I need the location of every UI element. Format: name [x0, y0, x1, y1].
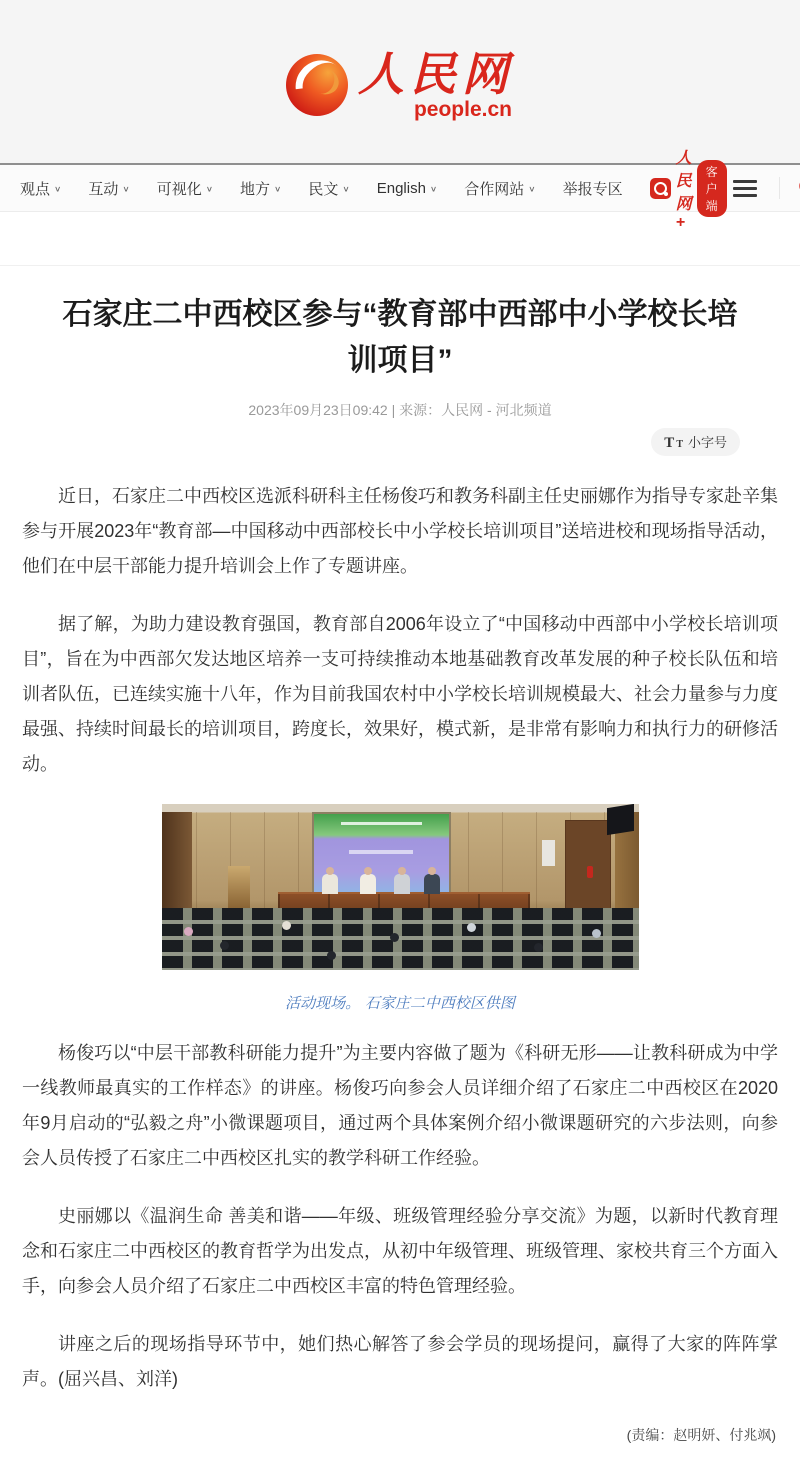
nav-item-report[interactable]: [563, 178, 623, 199]
photo-audience-head: [592, 929, 601, 938]
photo-panelist: [322, 874, 338, 894]
nav-item-opinion[interactable]: [20, 178, 61, 199]
nav-item-partners[interactable]: [464, 178, 535, 199]
nav-item-label: 合作网站: [464, 180, 525, 198]
chevron-down-icon: ∨: [528, 184, 536, 194]
chevron-down-icon: ∨: [205, 184, 214, 194]
site-header: [0, 0, 800, 163]
nav-item-minority-lang[interactable]: [308, 178, 349, 199]
page-title: 石家庄二中西校区参与“教育部中西部中小学校长培训项目”: [62, 298, 738, 377]
nav-item-visualization[interactable]: [157, 178, 213, 199]
photo-audience-head: [390, 933, 399, 942]
publish-date: 2023年09月23日09:42: [248, 402, 388, 418]
photo-whiteboard: [542, 840, 555, 866]
paragraph: 近日，石家庄二中西校区选派科研科主任杨俊巧和教务科副主任史丽娜作为指导专家赴辛集参与开展2023年“教育部—中国移动中西部校长中小学校长培训项目”送培进校和现场指导活动，他们在中层干部能力提升培训会上作了专题讲座。: [22, 486, 778, 576]
people-app-badge[interactable]: [650, 145, 727, 232]
nav-item-label: 举报专区: [562, 180, 623, 198]
chevron-down-icon: ∨: [122, 184, 130, 194]
photo-speaker-box: [607, 804, 634, 835]
photo-audience-seats: [162, 908, 639, 970]
chevron-down-icon: ∨: [429, 184, 438, 194]
people-cn-logo[interactable]: [286, 49, 514, 121]
nav-item-label: English: [376, 179, 426, 197]
logo-text-en: people.cn: [413, 97, 512, 121]
people-app-icon: [650, 178, 671, 199]
search-icon[interactable]: [779, 177, 800, 199]
chevron-down-icon: ∨: [342, 184, 350, 194]
photo-audience-head: [327, 951, 336, 960]
article: [0, 292, 800, 1471]
paragraph: 据了解，为助力建设教育强国，教育部自2006年设立了“中国移动中西部中小学校长培训项目”，旨在为中西部欠发达地区培养一支可持续推动本地基础教育改革发展的种子校长队伍和培训者队伍，已连续实施十八年，作为目前我国农村中小学校长培训规模最大、社会力量参与力度最强、持续时间最长的培训项目，跨度长，效果好，模式新，是非常有影响力和执行力的研修活动。: [22, 614, 778, 774]
conference-photo: [162, 804, 639, 970]
nav-item-label: 民文: [308, 180, 339, 198]
photo-audience-head: [282, 921, 291, 930]
photo-panelist: [424, 874, 440, 894]
photo-panelist: [394, 874, 410, 894]
source-link[interactable]: 人民网 - 河北频道: [441, 402, 552, 418]
paragraph: 杨俊巧以“中层干部教科研能力提升”为主要内容做了题为《科研无形——让教科研成为中学一线教师最真实的工作样态》的讲座。杨俊巧向参会人员详细介绍了石家庄二中西校区在2020年9月启动的“弘毅之舟”小微课题项目，通过两个具体案例介绍小微课题研究的六步法则，向参会人员传授了石家庄二中西校区扎实的教学科研工作经验。: [22, 1043, 778, 1168]
paragraph: 讲座之后的现场指导环节中，她们热心解答了参会学员的现场提问，赢得了大家的阵阵掌声。(屈兴昌、刘洋): [22, 1334, 778, 1389]
article-meta: [22, 400, 778, 420]
menu-icon[interactable]: [733, 180, 757, 197]
photo-audience-head: [467, 923, 476, 932]
app-badge-name: 人民网+: [675, 149, 692, 231]
photo-podium: [228, 866, 250, 908]
article-figure: [22, 804, 778, 1013]
main-nav: [0, 149, 800, 231]
chevron-down-icon: ∨: [54, 184, 62, 194]
paragraph: 史丽娜以《温润生命 善美和谐——年级、班级管理经验分享交流》为题，以新时代教育理念和石家庄二中西校区的教育哲学为出发点，从初中年级管理、班级管理、家校共育三个方面入手，向参会人员介绍了石家庄二中西校区丰富的特色管理经验。: [22, 1206, 778, 1296]
logo-text-cn: 人民网: [358, 47, 514, 100]
photo-audience-head: [184, 927, 193, 936]
nav-item-label: 互动: [88, 180, 119, 198]
photo-panelist: [360, 874, 376, 894]
people-globe-icon: [286, 54, 348, 116]
meta-separator: |: [391, 402, 396, 418]
nav-item-english[interactable]: [377, 180, 438, 197]
font-size-button[interactable]: T T 小字号: [651, 428, 740, 456]
photo-left-wall: [162, 812, 192, 916]
nav-item-label: 可视化: [156, 180, 202, 198]
nav-item-interact[interactable]: [88, 178, 129, 199]
chevron-down-icon: ∨: [274, 184, 282, 194]
font-size-icon: T: [664, 435, 675, 451]
nav-item-local[interactable]: [240, 178, 281, 199]
nav-item-label: 观点: [20, 180, 51, 198]
app-client-tag: 客户端: [697, 160, 727, 217]
nav-item-label: 地方: [240, 180, 271, 198]
photo-audience-head: [534, 943, 543, 952]
photo-audience-head: [220, 941, 229, 950]
font-size-label: 小字号: [687, 435, 727, 450]
editor-credit: (责编：赵明妍、付兆飒): [626, 1427, 776, 1443]
photo-extinguisher: [587, 866, 593, 878]
source-label: 来源：: [399, 402, 442, 418]
image-caption: 活动现场。 石家庄二中西校区供图: [285, 994, 515, 1012]
